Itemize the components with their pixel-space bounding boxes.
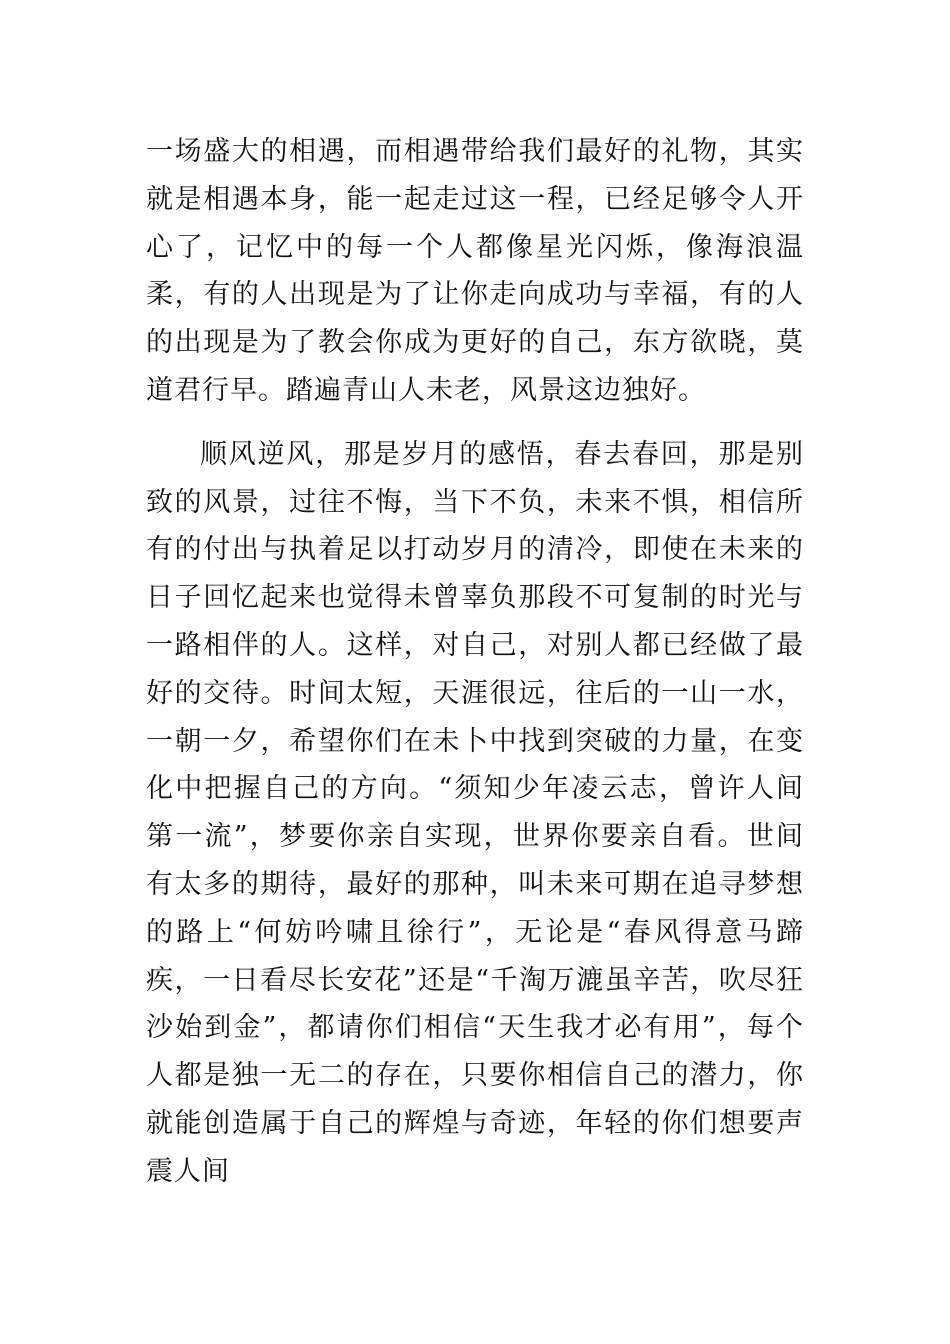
paragraph-2: 顺风逆风，那是岁月的感悟，春去春回，那是别致的风景，过往不悔，当下不负，未来不惧，相信所有的付出与执着足以打动岁月的清冷，即使在未来的日子回忆起来也觉得未曾辜负那段不可复制的时光与一路相伴的人。这样，对自己，对别人都已经做了最好的交待。时间太短，天涯很远，往后的一山一水，一朝一夕，希望你们在未卜中找到突破的力量，在变化中把握自己的方向。“须知少年凌云志，曾许人间第一流”，梦要你亲自实现，世界你要亲自看。世间有太多的期待，最好的那种，叫未来可期在追寻梦想的路上“何妨吟啸且徐行”，无论是“春风得意马蹄疾，一日看尽长安花”还是“千淘万漉虽辛苦，吹尽狂沙始到金”，都请你们相信“天生我才必有用”，每个人都是独一无二的存在，只要你相信自己的潜力，你就能创造属于自己的辉煌与奇迹，年轻的你们想要声震人间 (146, 438, 804, 1187)
paragraph-1: 一场盛大的相遇，而相遇带给我们最好的礼物，其实就是相遇本身，能一起走过这一程，已经足够令人开心了，记忆中的每一个人都像星光闪烁，像海浪温柔，有的人出现是为了让你走向成功与幸福，有的人的出现是为了教会你成为更好的自己，东方欲晓，莫道君行早。踏遍青山人未老，风景这边独好。 (146, 136, 804, 406)
document-body (146, 128, 804, 1196)
